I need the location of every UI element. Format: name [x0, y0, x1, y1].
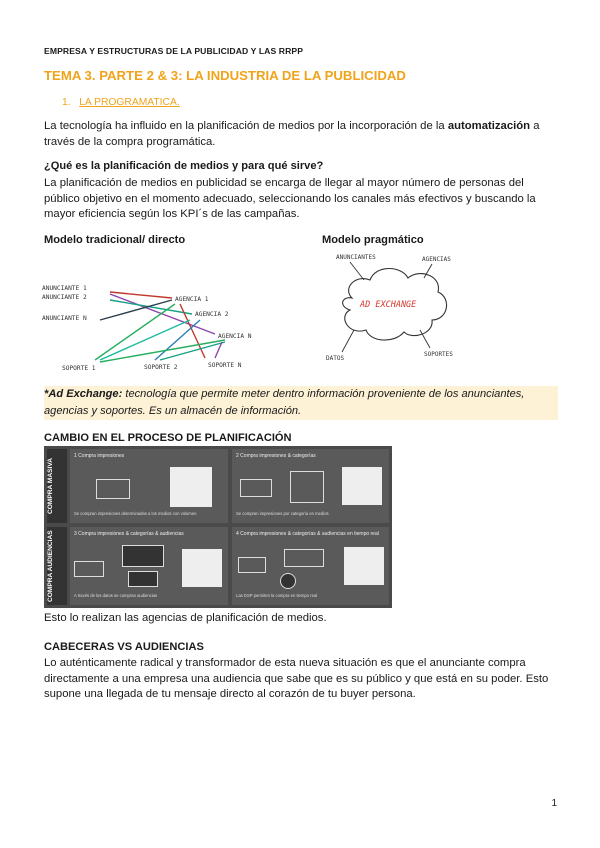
panel-title: Compra impresiones & categorías & audiencias en tiempo real — [240, 531, 379, 537]
panel-title: Compra impresiones — [78, 453, 125, 459]
figure-panel — [232, 449, 389, 523]
model-right-title: Modelo pragmático — [322, 234, 424, 246]
diagram-label: AGENCIA 2 — [195, 311, 229, 318]
page-title: TEMA 3. PARTE 2 & 3: LA INDUSTRIA DE LA PUBLICIDAD — [44, 68, 406, 83]
diagram-label: ANUNCIANTE 2 — [42, 294, 87, 301]
question-heading: ¿Qué es la planificación de medios y para qué sirve? — [44, 160, 324, 172]
intro-bold: automatización — [447, 120, 531, 132]
ad-exchange-term: *Ad Exchange: — [44, 388, 123, 400]
panel-number: 4 — [236, 531, 239, 537]
diagram-label: AGENCIAS — [422, 256, 451, 263]
diagram-label: ANUNCIANTE 1 — [42, 285, 87, 292]
intro-text-pre: La tecnología ha influido en la planificación de medios por la incorporación de la — [44, 120, 448, 132]
cambio-heading: CAMBIO EN EL PROCESO DE PLANIFICACIÓN — [44, 432, 292, 444]
side-label-top: COMPRA MASIVA — [47, 449, 67, 523]
diagram-label: SOPORTE 2 — [144, 364, 178, 371]
diagram-label: SOPORTES — [424, 351, 453, 358]
figure-panel — [70, 527, 228, 605]
intro-paragraph — [44, 119, 558, 150]
section-heading — [62, 97, 180, 108]
panel-number: 1 — [74, 453, 77, 459]
diagram-label: ANUNCIANTES — [336, 254, 376, 261]
ad-exchange-definition — [44, 386, 558, 420]
diagram-label: AGENCIA 1 — [175, 296, 209, 303]
side-label-bottom: COMPRA AUDIENCIAS — [47, 527, 67, 605]
cabeceras-paragraph: Lo auténticamente radical y transformador de esta nueva situación es que el anunciante compra directamente a una empresa una audiencia que sabe que es su público y que está en su poder. Esto supone una llegada de tu mensaje directo al corazón de tu buyer persona. — [44, 657, 549, 701]
figure-panel — [70, 449, 228, 523]
panel-number: 2 — [236, 453, 239, 459]
diagram-label: SOPORTE N — [208, 362, 242, 369]
ad-exchange-text: tecnología que permite meter dentro información proveniente de los anunciantes, agencias y soportes. Es un almacén de información. — [44, 388, 525, 417]
panel-title: Compra impresiones & categorías — [240, 453, 316, 459]
panel-caption: A través de los datos se compran audiencias — [74, 593, 158, 598]
traditional-model-diagram — [40, 276, 280, 376]
diagram-label: SOPORTE 1 — [62, 365, 96, 372]
process-figure — [44, 446, 392, 608]
ad-exchange-label: AD EXCHANGE — [360, 300, 417, 310]
panel-number: 3 — [74, 531, 77, 537]
panel-caption: Se compran impresiones determinadas a los medios con volumen — [74, 511, 197, 516]
diagram-label: ANUNCIANTE N — [42, 315, 87, 322]
panel-caption: Se compran impresiones por categoría en medios — [236, 511, 329, 516]
diagram-label: DATOS — [326, 355, 345, 362]
panel-caption: Las DSP permiten la compra en tiempo real — [236, 593, 318, 598]
section-label: LA PROGRAMATICA. — [79, 97, 180, 108]
panel-title: Compra impresiones & categorías & audiencias — [78, 531, 184, 537]
question-paragraph: La planificación de medios en publicidad se encarga de llegar al mayor número de personas del público objetivo en el momento adecuado, seleccionando los canales más efectivos y buscando la mayor eficiencia según los KPI´s de las campañas. — [44, 177, 536, 221]
cabeceras-heading: CABECERAS VS AUDIENCIAS — [44, 641, 204, 653]
pragmatic-model-diagram — [320, 250, 470, 365]
figure-panel — [232, 527, 389, 605]
agencies-text: Esto lo realizan las agencias de planificación de medios. — [44, 612, 327, 624]
intro-text-post: a través de la compra programática. — [44, 120, 540, 148]
section-number: 1. — [62, 97, 71, 108]
diagram-label: AGENCIA N — [218, 333, 252, 340]
model-left-title: Modelo tradicional/ directo — [44, 234, 186, 246]
document-header: EMPRESA Y ESTRUCTURAS DE LA PUBLICIDAD Y LAS RRPP — [44, 46, 304, 56]
page-number: 1 — [551, 798, 557, 809]
